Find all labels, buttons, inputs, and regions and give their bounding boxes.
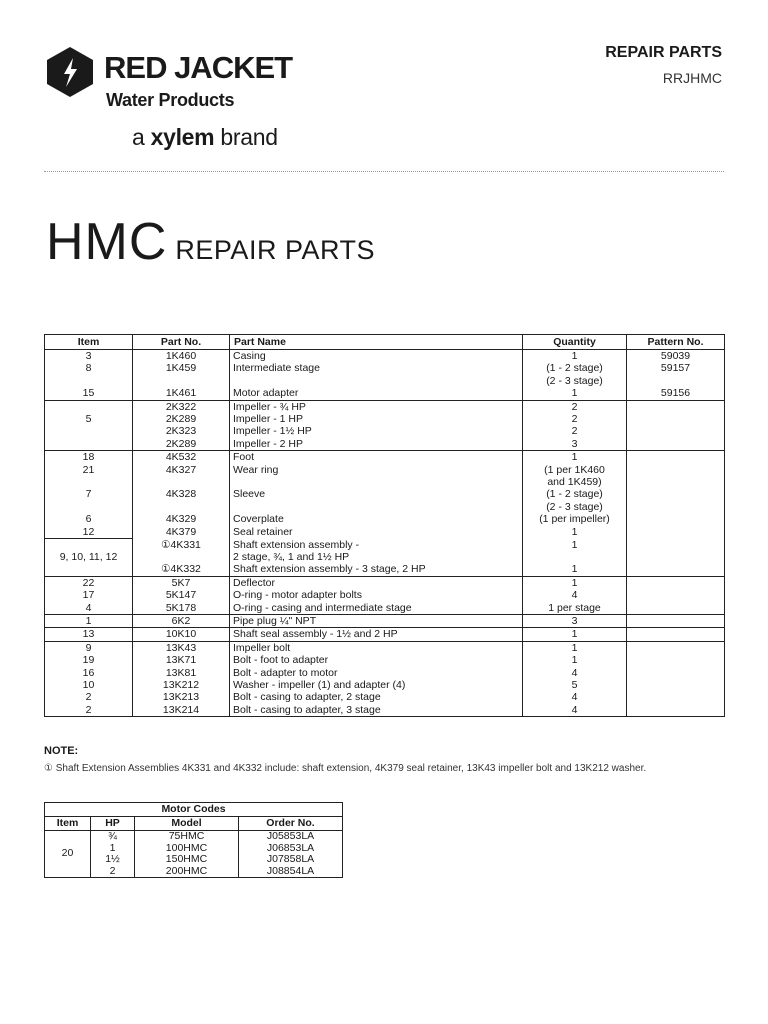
brand-tag-post: brand <box>220 124 278 150</box>
cell-part-name: Impeller - 1 HP <box>230 413 523 425</box>
table-row <box>45 413 725 425</box>
page-title <box>46 212 375 272</box>
cell-item <box>45 438 133 451</box>
cell-part-name: Intermediate stage <box>230 362 523 374</box>
cell-item: 2 <box>45 704 133 717</box>
cell-part-no: 4K532 <box>133 451 230 464</box>
cell-pattern-no <box>627 464 725 476</box>
page-title-main: HMC <box>46 213 168 271</box>
cell-item: 21 <box>45 464 133 476</box>
table-row <box>45 539 725 551</box>
cell-part-name: Shaft seal assembly - 1½ and 2 HP <box>230 628 523 641</box>
table-row <box>45 513 725 525</box>
cell-pattern-no <box>627 513 725 525</box>
cell-item: 9, 10, 11, 12 <box>45 551 133 563</box>
cell-pattern-no <box>627 691 725 703</box>
col-header-part-name: Part Name <box>230 335 523 350</box>
cell-part-name: Impeller bolt <box>230 641 523 654</box>
cell-part-no: 4K328 <box>133 488 230 500</box>
cell-part-name: Bolt - foot to adapter <box>230 654 523 666</box>
motor-cell-model: 200HMC <box>135 866 239 878</box>
cell-quantity: 4 <box>523 691 627 703</box>
note-heading: NOTE: <box>44 745 79 757</box>
cell-item: 5 <box>45 413 133 425</box>
table-row <box>45 464 725 476</box>
cell-item <box>45 375 133 387</box>
table-row <box>45 387 725 400</box>
cell-pattern-no: 59157 <box>627 362 725 374</box>
table-row <box>45 831 343 843</box>
cell-quantity: 1 <box>523 451 627 464</box>
table-row <box>45 375 725 387</box>
cell-item: 8 <box>45 362 133 374</box>
cell-part-no: 13K81 <box>133 667 230 679</box>
cell-quantity: 1 <box>523 628 627 641</box>
cell-part-no <box>133 375 230 387</box>
cell-part-no <box>133 501 230 513</box>
col-header-pattern-no: Pattern No. <box>627 335 725 350</box>
motor-cell-model: 75HMC <box>135 831 239 843</box>
cell-part-name: Washer - impeller (1) and adapter (4) <box>230 679 523 691</box>
cell-item: 18 <box>45 451 133 464</box>
table-row <box>45 628 725 641</box>
motor-cell-model: 100HMC <box>135 843 239 855</box>
cell-part-no: 1K461 <box>133 387 230 400</box>
table-row <box>45 551 725 563</box>
cell-part-no: 2K322 <box>133 400 230 413</box>
cell-part-no: ①4K331 <box>133 539 230 551</box>
cell-item <box>45 476 133 488</box>
cell-item: 2 <box>45 691 133 703</box>
table-row <box>45 476 725 488</box>
cell-quantity: (1 - 2 stage) <box>523 362 627 374</box>
cell-quantity: 2 <box>523 400 627 413</box>
cell-quantity: 3 <box>523 438 627 451</box>
table-row <box>45 576 725 589</box>
cell-part-no: 13K213 <box>133 691 230 703</box>
motor-col-item: Item <box>45 817 91 831</box>
cell-item: 9 <box>45 641 133 654</box>
cell-quantity: 4 <box>523 704 627 717</box>
cell-pattern-no <box>627 539 725 551</box>
cell-pattern-no <box>627 501 725 513</box>
col-header-quantity: Quantity <box>523 335 627 350</box>
table-row <box>45 425 725 437</box>
table-row <box>45 400 725 413</box>
cell-part-no: 2K289 <box>133 438 230 451</box>
cell-quantity: 3 <box>523 615 627 628</box>
table-row <box>45 563 725 576</box>
cell-part-name: O-ring - casing and intermediate stage <box>230 602 523 615</box>
cell-quantity: 4 <box>523 589 627 601</box>
brand-logo <box>44 44 304 154</box>
cell-quantity: (2 - 3 stage) <box>523 375 627 387</box>
cell-item: 3 <box>45 350 133 363</box>
cell-part-name: O-ring - motor adapter bolts <box>230 589 523 601</box>
cell-pattern-no <box>627 413 725 425</box>
cell-quantity: 1 <box>523 576 627 589</box>
cell-item <box>45 501 133 513</box>
table-row <box>45 501 725 513</box>
motor-table-header <box>45 817 343 831</box>
cell-part-name: 2 stage, ¾, 1 and 1½ HP <box>230 551 523 563</box>
cell-part-name: Shaft extension assembly - <box>230 539 523 551</box>
cell-pattern-no <box>627 602 725 615</box>
cell-item <box>45 400 133 413</box>
cell-quantity: 1 <box>523 350 627 363</box>
col-header-part-no: Part No. <box>133 335 230 350</box>
cell-item: 19 <box>45 654 133 666</box>
cell-part-no: ①4K332 <box>133 563 230 576</box>
cell-part-name: Impeller - 2 HP <box>230 438 523 451</box>
table-row <box>45 679 725 691</box>
cell-item <box>45 563 133 576</box>
cell-part-name: Coverplate <box>230 513 523 525</box>
cell-part-no: 1K460 <box>133 350 230 363</box>
brand-name: RED JACKET <box>104 50 293 85</box>
cell-item: 15 <box>45 387 133 400</box>
cell-quantity: 1 <box>523 387 627 400</box>
cell-quantity: (2 - 3 stage) <box>523 501 627 513</box>
cell-quantity: and 1K459) <box>523 476 627 488</box>
cell-pattern-no <box>627 589 725 601</box>
table-row <box>45 589 725 601</box>
cell-part-no <box>133 476 230 488</box>
cell-part-name: Impeller - 1½ HP <box>230 425 523 437</box>
cell-item: 17 <box>45 589 133 601</box>
motor-table-title: Motor Codes <box>45 803 343 817</box>
page-title-sub: REPAIR PARTS <box>175 235 375 265</box>
cell-part-no: 10K10 <box>133 628 230 641</box>
cell-part-name: Bolt - adapter to motor <box>230 667 523 679</box>
cell-pattern-no <box>627 451 725 464</box>
header-divider <box>44 171 724 172</box>
cell-part-name <box>230 476 523 488</box>
table-row <box>45 704 725 717</box>
cell-quantity <box>523 551 627 563</box>
cell-quantity: 1 per stage <box>523 602 627 615</box>
cell-pattern-no <box>627 615 725 628</box>
cell-part-no: 1K459 <box>133 362 230 374</box>
cell-part-no: 13K212 <box>133 679 230 691</box>
cell-part-no: 5K7 <box>133 576 230 589</box>
cell-item: 4 <box>45 602 133 615</box>
cell-pattern-no <box>627 679 725 691</box>
cell-part-no: 13K71 <box>133 654 230 666</box>
cell-part-no: 5K147 <box>133 589 230 601</box>
table-row <box>45 488 725 500</box>
cell-part-no: 4K327 <box>133 464 230 476</box>
table-row <box>45 438 725 451</box>
cell-pattern-no <box>627 375 725 387</box>
cell-part-name: Casing <box>230 350 523 363</box>
cell-quantity: 2 <box>523 413 627 425</box>
brand-tag-pre: a <box>132 124 145 150</box>
cell-part-name: Deflector <box>230 576 523 589</box>
cell-pattern-no <box>627 400 725 413</box>
cell-part-name <box>230 375 523 387</box>
parts-table-header <box>45 335 725 350</box>
table-row <box>45 350 725 363</box>
cell-part-name: Impeller - ¾ HP <box>230 400 523 413</box>
cell-quantity: 1 <box>523 563 627 576</box>
cell-quantity: 1 <box>523 526 627 539</box>
cell-item <box>45 425 133 437</box>
cell-quantity: 1 <box>523 654 627 666</box>
motor-cell-hp: ¾ <box>91 831 135 843</box>
cell-part-name: Foot <box>230 451 523 464</box>
cell-quantity: 2 <box>523 425 627 437</box>
cell-pattern-no <box>627 667 725 679</box>
cell-quantity: 1 <box>523 641 627 654</box>
cell-item: 10 <box>45 679 133 691</box>
red-jacket-logo-icon <box>44 46 96 98</box>
cell-part-no: 4K329 <box>133 513 230 525</box>
cell-part-no: 13K43 <box>133 641 230 654</box>
cell-pattern-no <box>627 641 725 654</box>
motor-cell-hp: 2 <box>91 866 135 878</box>
cell-pattern-no <box>627 576 725 589</box>
cell-part-name: Pipe plug ¼" NPT <box>230 615 523 628</box>
doc-type: REPAIR PARTS <box>605 44 722 61</box>
motor-table-body <box>45 831 343 878</box>
cell-part-no <box>133 551 230 563</box>
cell-pattern-no <box>627 551 725 563</box>
motor-col-hp: HP <box>91 817 135 831</box>
motor-col-model: Model <box>135 817 239 831</box>
cell-pattern-no: 59039 <box>627 350 725 363</box>
doc-code: RRJHMC <box>662 70 722 86</box>
cell-item <box>45 539 133 551</box>
brand-tagline <box>132 124 278 151</box>
cell-pattern-no: 59156 <box>627 387 725 400</box>
cell-pattern-no <box>627 476 725 488</box>
cell-part-name: Wear ring <box>230 464 523 476</box>
motor-cell-order-no: J06853LA <box>239 843 343 855</box>
cell-item: 6 <box>45 513 133 525</box>
table-row <box>45 641 725 654</box>
parts-table <box>44 334 725 717</box>
cell-quantity: (1 per 1K460 <box>523 464 627 476</box>
cell-pattern-no <box>627 563 725 576</box>
brand-subtitle: Water Products <box>106 90 235 110</box>
table-row <box>45 362 725 374</box>
motor-cell-hp: 1½ <box>91 854 135 866</box>
cell-part-name: Motor adapter <box>230 387 523 400</box>
motor-codes-table <box>44 802 343 878</box>
cell-item: 16 <box>45 667 133 679</box>
cell-part-no: 2K323 <box>133 425 230 437</box>
cell-pattern-no <box>627 488 725 500</box>
cell-pattern-no <box>627 704 725 717</box>
cell-part-no: 13K214 <box>133 704 230 717</box>
table-row <box>45 654 725 666</box>
table-row <box>45 667 725 679</box>
table-row <box>45 526 725 539</box>
table-row <box>45 615 725 628</box>
motor-cell-item: 20 <box>45 831 91 878</box>
cell-quantity: (1 per impeller) <box>523 513 627 525</box>
col-header-item: Item <box>45 335 133 350</box>
cell-quantity: 5 <box>523 679 627 691</box>
motor-cell-model: 150HMC <box>135 854 239 866</box>
cell-part-name: Bolt - casing to adapter, 3 stage <box>230 704 523 717</box>
motor-col-order-no: Order No. <box>239 817 343 831</box>
cell-pattern-no <box>627 654 725 666</box>
cell-item: 7 <box>45 488 133 500</box>
cell-part-name: Shaft extension assembly - 3 stage, 2 HP <box>230 563 523 576</box>
motor-cell-order-no: J08854LA <box>239 866 343 878</box>
motor-cell-order-no: J05853LA <box>239 831 343 843</box>
cell-part-name: Seal retainer <box>230 526 523 539</box>
cell-part-name: Sleeve <box>230 488 523 500</box>
cell-quantity: 1 <box>523 539 627 551</box>
cell-item: 1 <box>45 615 133 628</box>
cell-part-no: 2K289 <box>133 413 230 425</box>
cell-item: 22 <box>45 576 133 589</box>
note-text: ① Shaft Extension Assemblies 4K331 and 4K332 include: shaft extension, 4K379 seal retainer, 13K43 impeller bolt and 13K212 washer. <box>44 763 647 774</box>
cell-pattern-no <box>627 425 725 437</box>
cell-part-no: 4K379 <box>133 526 230 539</box>
cell-quantity: (1 - 2 stage) <box>523 488 627 500</box>
cell-part-no: 5K178 <box>133 602 230 615</box>
table-row <box>45 691 725 703</box>
table-row <box>45 602 725 615</box>
cell-item: 13 <box>45 628 133 641</box>
motor-cell-hp: 1 <box>91 843 135 855</box>
brand-tag-name: xylem <box>150 124 215 150</box>
motor-cell-order-no: J07858LA <box>239 854 343 866</box>
cell-part-no: 6K2 <box>133 615 230 628</box>
parts-table-body <box>45 350 725 717</box>
cell-pattern-no <box>627 526 725 539</box>
cell-part-name: Bolt - casing to adapter, 2 stage <box>230 691 523 703</box>
cell-pattern-no <box>627 438 725 451</box>
cell-item: 12 <box>45 526 133 539</box>
cell-quantity: 4 <box>523 667 627 679</box>
cell-pattern-no <box>627 628 725 641</box>
cell-part-name <box>230 501 523 513</box>
table-row <box>45 451 725 464</box>
